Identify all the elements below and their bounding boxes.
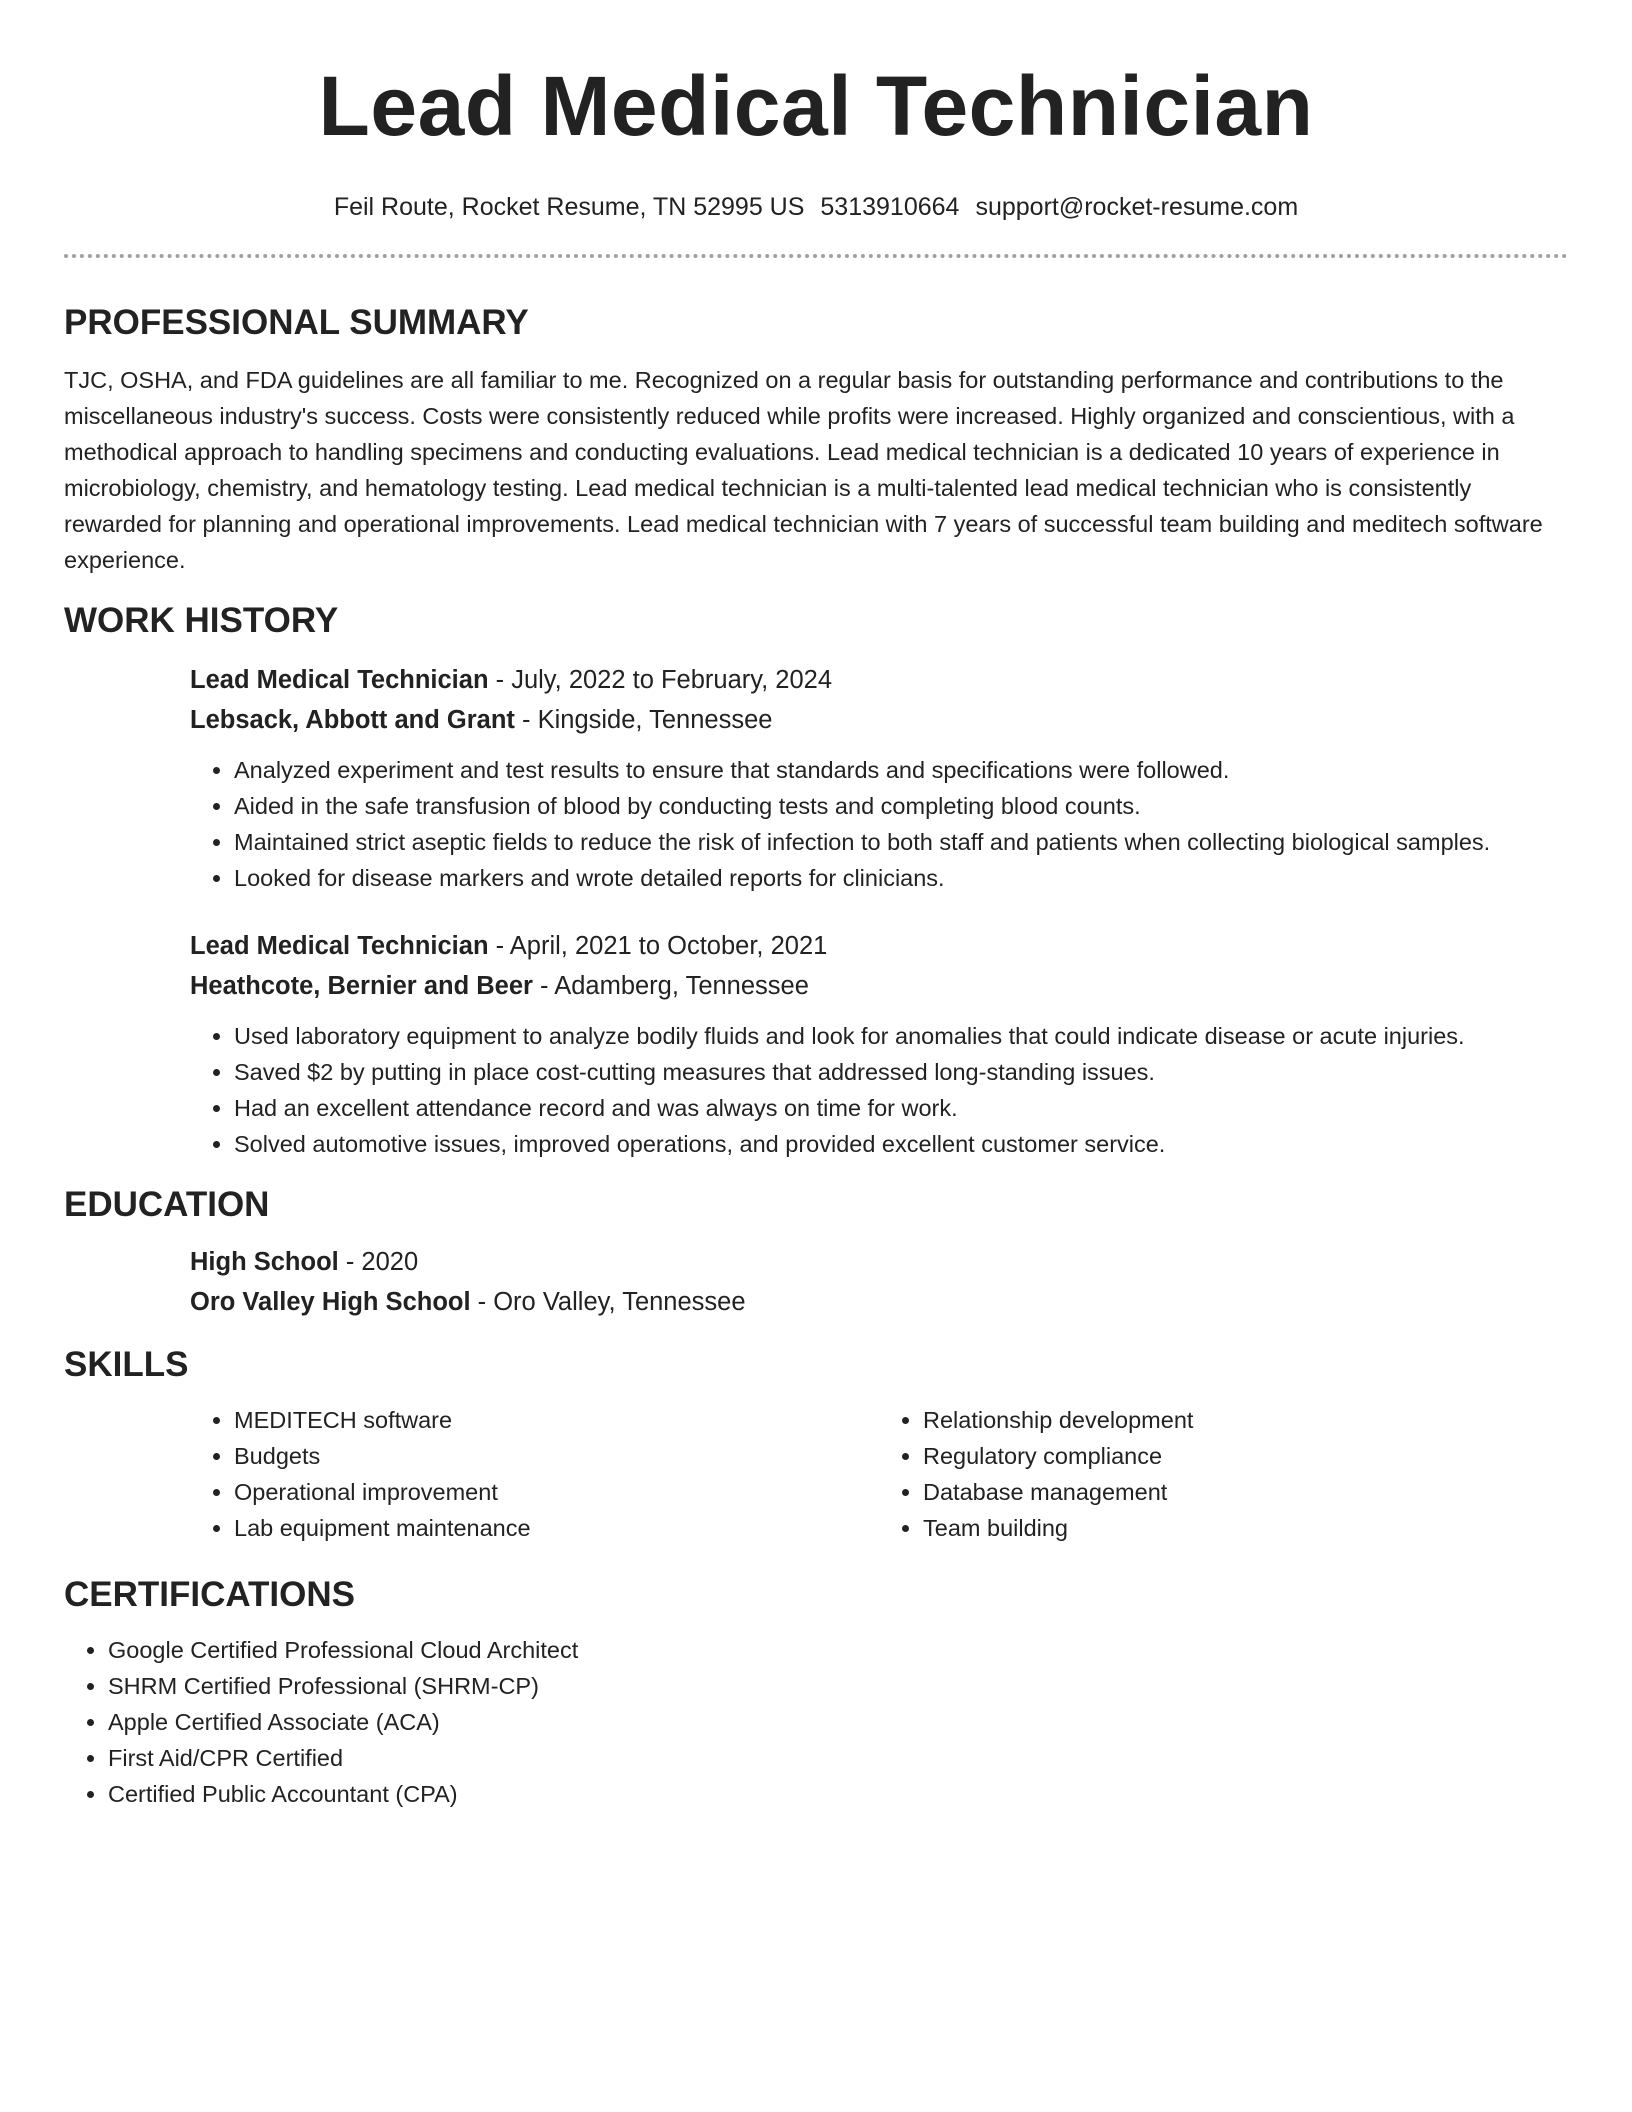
summary-text: TJC, OSHA, and FDA guidelines are all familiar to me. Recognized on a regular basis for outstanding performance and contributions to the miscellaneous industry's success. Costs were consistently reduced while profits were increased. Highly organized and conscientious, with a methodical approach to handling specimens and conducting evaluations. Lead medical technician is a dedicated 10 years of experience in microbiology, chemistry, and hematology testing. Lead medical technician is a multi-talented lead medical technician who is consistently rewarded for planning and operational improvements. Lead medical technician with 7 years of successful team building and meditech software experience. (64, 367, 1543, 573)
job-company: Lebsack, Abbott and Grant (190, 706, 515, 734)
job-title-line (190, 660, 1568, 700)
contact-line (64, 192, 1568, 222)
certifications-list (64, 1632, 1568, 1812)
resume-name: Lead Medical Technician (318, 59, 1314, 153)
list-item: • Had an excellent attendance record and was always on time for work. (234, 1090, 1568, 1126)
skills-column-left (190, 1402, 879, 1546)
job-bullets (190, 1018, 1568, 1162)
list-item: • First Aid/CPR Certified (108, 1740, 1568, 1776)
job-company-line (190, 700, 1568, 740)
education-entry (190, 1242, 1568, 1322)
job-dates: - July, 2022 to February, 2024 (488, 666, 833, 694)
job-title-line (190, 926, 1568, 966)
list-item: • Saved $2 by putting in place cost-cutting measures that addressed long-standing issues. (234, 1054, 1568, 1090)
list-item: • Apple Certified Associate (ACA) (108, 1704, 1568, 1740)
list-item: • Budgets (234, 1438, 879, 1474)
education-heading: EDUCATION (64, 1185, 270, 1224)
list-item: • Relationship development (923, 1402, 1568, 1438)
education-year: - 2020 (338, 1248, 419, 1276)
education-school: Oro Valley High School (190, 1288, 471, 1316)
education-degree: High School (190, 1248, 339, 1276)
education-location: - Oro Valley, Tennessee (470, 1288, 746, 1316)
list-item: • Solved automotive issues, improved operations, and provided excellent customer service. (234, 1126, 1568, 1162)
contact-phone: 5313910664 (820, 193, 960, 221)
certifications-heading: CERTIFICATIONS (64, 1575, 356, 1614)
job-bullets (190, 752, 1568, 896)
list-item: • Regulatory compliance (923, 1438, 1568, 1474)
header-divider (64, 254, 1568, 258)
list-item: • Analyzed experiment and test results to ensure that standards and specifications were followed. (234, 752, 1568, 788)
list-item: • Team building (923, 1510, 1568, 1546)
list-item: • MEDITECH software (234, 1402, 879, 1438)
resume-page (64, 0, 1568, 1812)
list-item: • Used laboratory equipment to analyze bodily fluids and look for anomalies that could indicate disease or acute injuries. (234, 1018, 1568, 1054)
contact-email: support@rocket-resume.com (975, 193, 1299, 221)
list-item: • Looked for disease markers and wrote detailed reports for clinicians. (234, 860, 1568, 896)
job-company: Heathcote, Bernier and Beer (190, 972, 533, 1000)
work-history-heading: WORK HISTORY (64, 601, 339, 640)
job-dates: - April, 2021 to October, 2021 (488, 932, 828, 960)
list-item: • Google Certified Professional Cloud Architect (108, 1632, 1568, 1668)
list-item: • Aided in the safe transfusion of blood by conducting tests and completing blood counts. (234, 788, 1568, 824)
list-item: • Certified Public Accountant (CPA) (108, 1776, 1568, 1812)
education-degree-line (190, 1242, 1568, 1282)
skills-grid (190, 1402, 1568, 1546)
job-company-line (190, 966, 1568, 1006)
list-item: • Operational improvement (234, 1474, 879, 1510)
job-role: Lead Medical Technician (190, 932, 489, 960)
skills-column-right (879, 1402, 1568, 1546)
job-entry (190, 660, 1568, 896)
education-school-line (190, 1282, 1568, 1322)
list-item: • SHRM Certified Professional (SHRM-CP) (108, 1668, 1568, 1704)
list-item: • Database management (923, 1474, 1568, 1510)
summary-heading: PROFESSIONAL SUMMARY (64, 303, 529, 342)
job-entry (190, 926, 1568, 1162)
list-item: • Lab equipment maintenance (234, 1510, 879, 1546)
job-role: Lead Medical Technician (190, 666, 489, 694)
list-item: • Maintained strict aseptic fields to reduce the risk of infection to both staff and patients when collecting biological samples. (234, 824, 1568, 860)
job-location: - Kingside, Tennessee (514, 706, 773, 734)
skills-heading: SKILLS (64, 1345, 189, 1384)
contact-address: Feil Route, Rocket Resume, TN 52995 US (333, 193, 805, 221)
job-location: - Adamberg, Tennessee (532, 972, 809, 1000)
